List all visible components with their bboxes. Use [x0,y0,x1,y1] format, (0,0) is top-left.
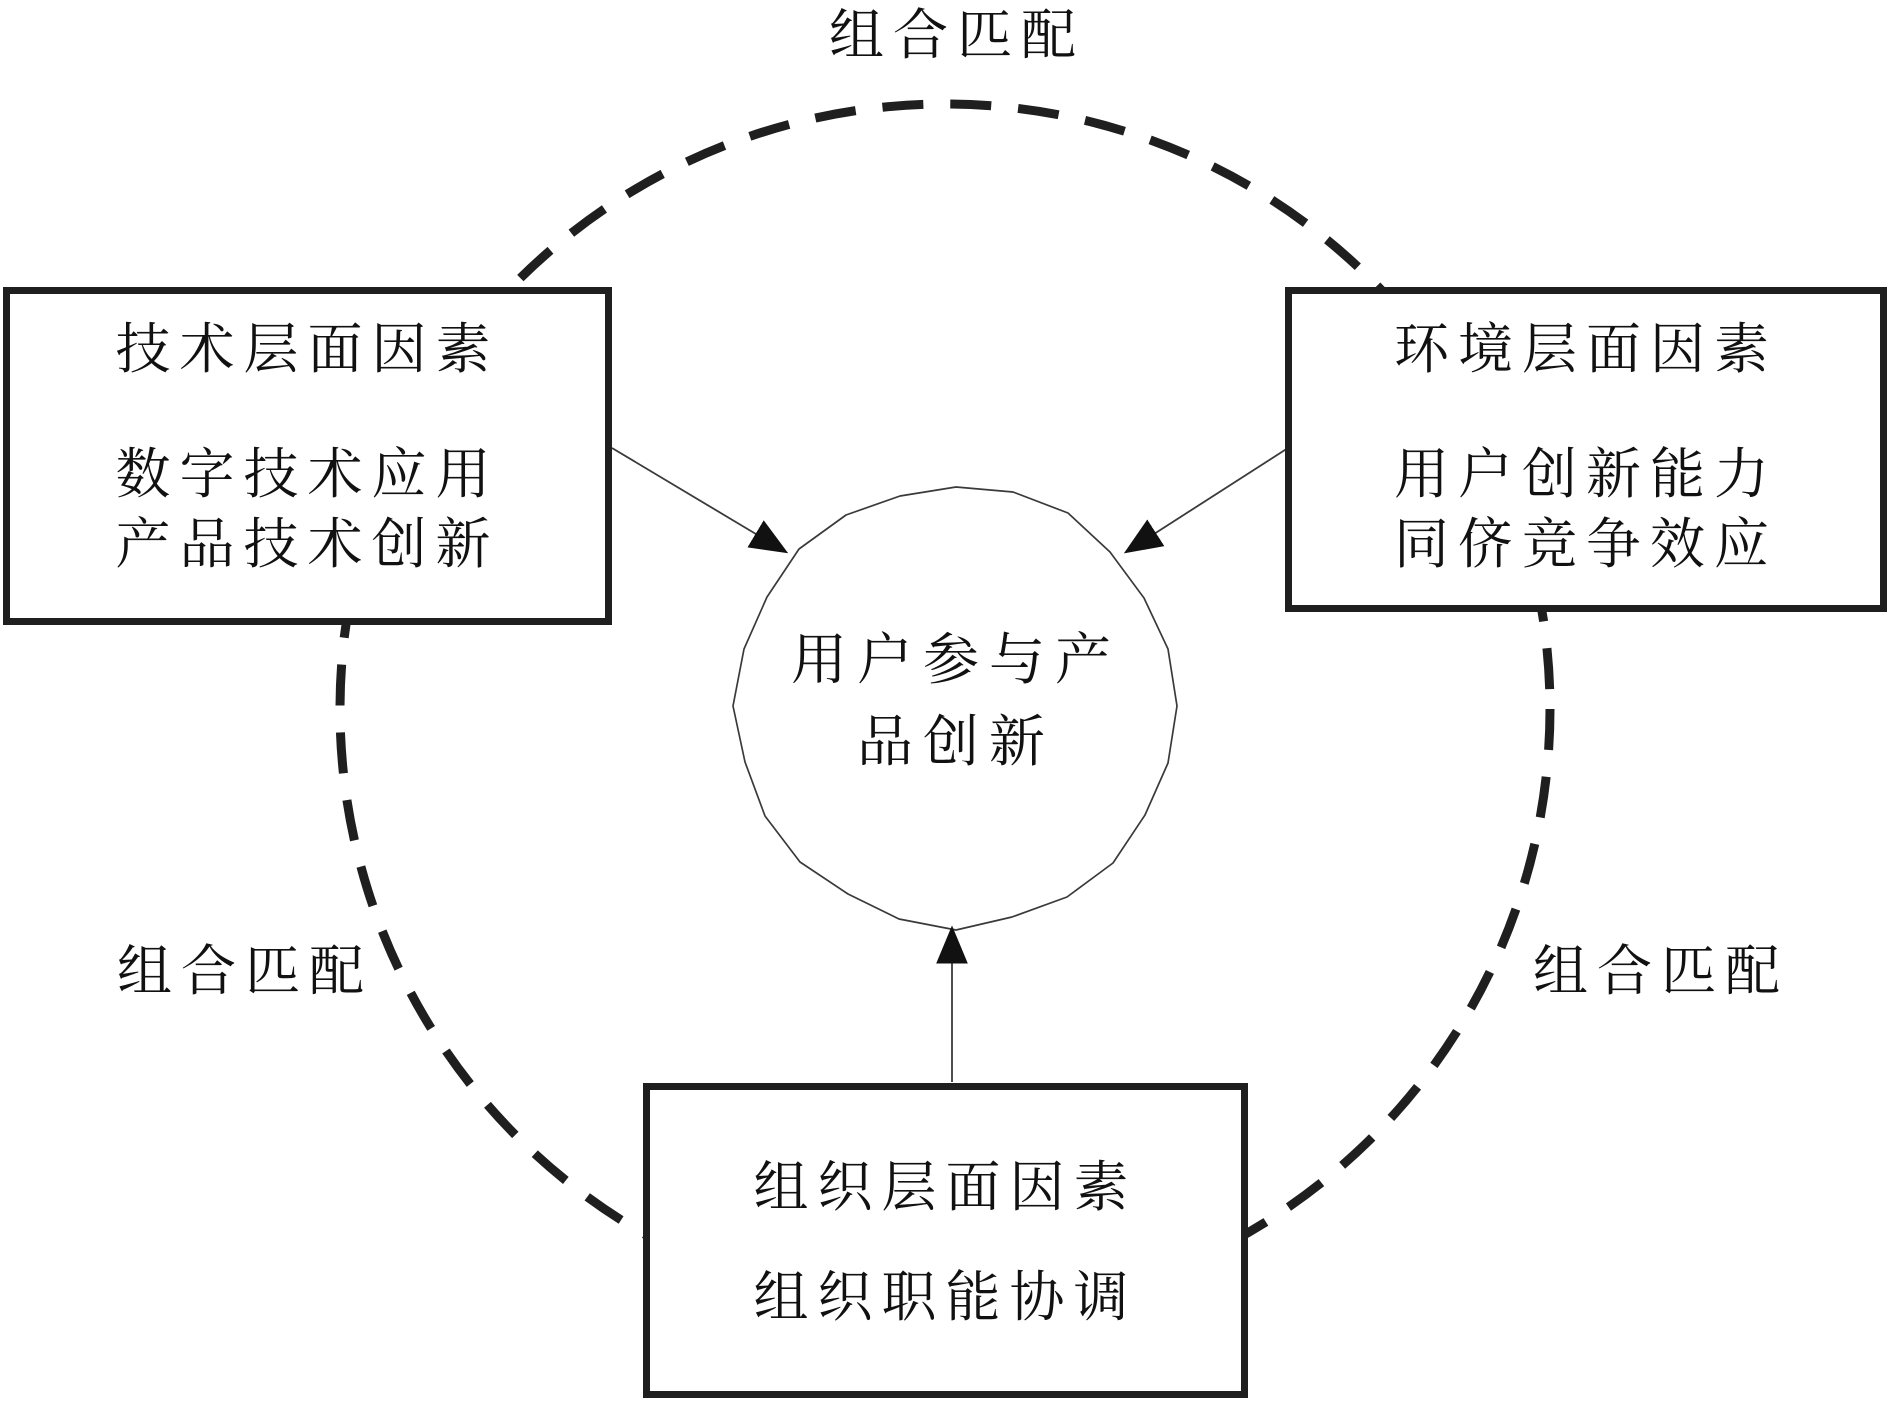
environment-box-title: 环境层面因素 [1393,317,1778,381]
technology-box-title: 技术层面因素 [115,317,500,381]
technology-box-items [115,439,499,579]
organization-box-title: 组织层面因素 [753,1155,1138,1219]
technology-factors-box [3,287,612,625]
match-label-top: 组合匹配 [828,3,1085,67]
organization-item-1: 组织职能协调 [753,1265,1138,1329]
center-circle-line1: 用户参与产 [791,628,1121,693]
match-label-left: 组合匹配 [116,939,373,1003]
match-label-right: 组合匹配 [1532,939,1789,1003]
technology-item-2: 产品技术创新 [115,512,500,576]
environment-factors-box [1285,287,1887,612]
environment-item-1: 用户创新能力 [1393,442,1778,506]
organization-factors-box [643,1083,1248,1398]
technology-item-1: 数字技术应用 [115,442,500,506]
arrow-environment-to-center [1126,448,1288,552]
organization-box-items [753,1262,1137,1332]
arrow-technology-to-center [612,448,786,552]
center-circle-text [756,620,1156,784]
environment-box-items [1394,439,1778,579]
center-circle-line2: 品创新 [857,710,1055,775]
environment-item-2: 同侪竞争效应 [1393,512,1778,576]
